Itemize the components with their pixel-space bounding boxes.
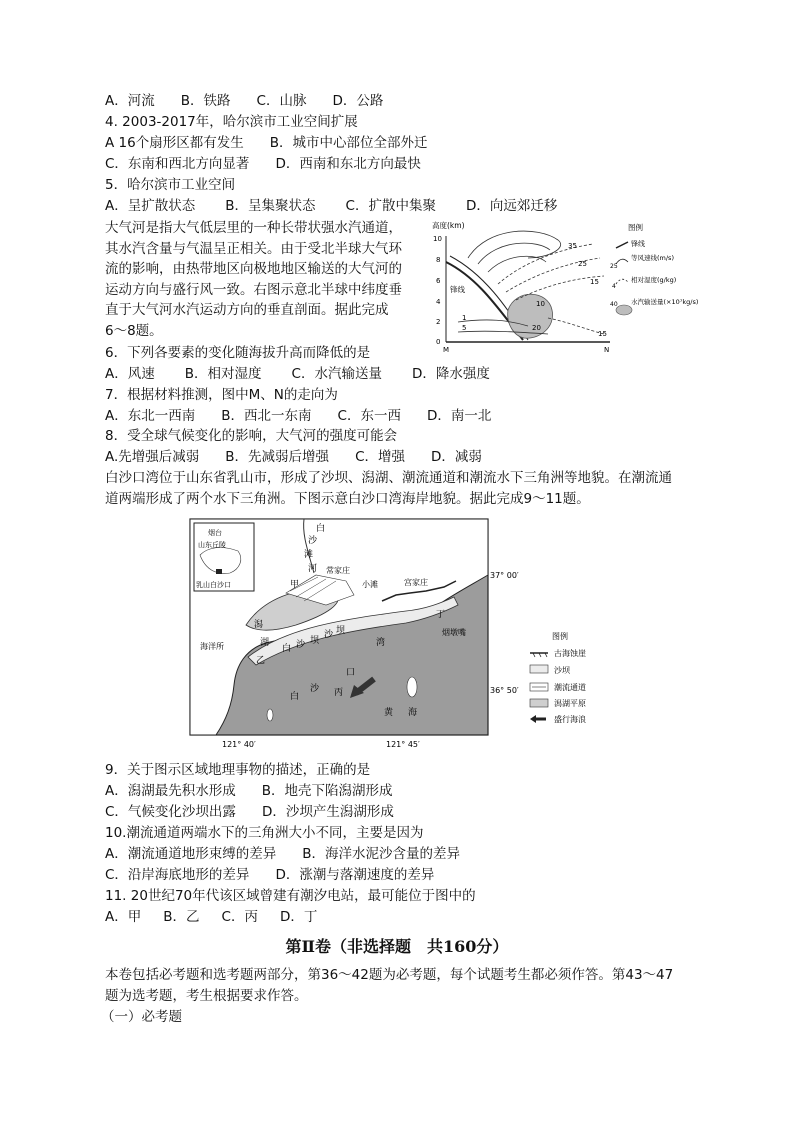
- legend-item: 相对湿度(g/kg): [631, 276, 677, 284]
- place-label: 丙: [334, 688, 344, 698]
- q9-stem: 9．关于图示区域地理事物的描述，正确的是: [105, 762, 371, 778]
- place-label: 沙: [324, 630, 334, 640]
- y-tick: 8: [436, 256, 441, 264]
- contour-label: 35: [568, 242, 577, 250]
- contour-label: 20: [532, 324, 541, 332]
- q7-stem: 7．根据材料推测，图中M、N的走向为: [105, 387, 338, 403]
- option: A．潟湖最先积水形成: [105, 783, 236, 799]
- option: D．降水强度: [411, 366, 490, 382]
- contour-label: 5: [462, 324, 467, 332]
- q5-stem: 5．哈尔滨市工业空间: [105, 177, 236, 193]
- latitude-label: 37° 00′: [490, 571, 519, 580]
- front-label: 锋线: [450, 285, 465, 294]
- q9-options-row2: [105, 803, 420, 821]
- place-label: 白: [290, 692, 300, 702]
- legend-sample: 40: [610, 301, 618, 308]
- place-label: 小滩: [362, 580, 378, 589]
- q7-options: [105, 407, 517, 425]
- place-label: 烟墩嘴: [442, 628, 466, 637]
- place-label: 白: [316, 524, 326, 534]
- q11-stem: 11. 20世纪70年代该区域曾建有潮汐电站，最可能位于图中的: [105, 888, 476, 904]
- legend-sample: 4: [612, 283, 616, 290]
- y-tick: 10: [433, 235, 442, 243]
- place-label: 海洋所: [200, 642, 224, 651]
- place-label: 滩: [304, 550, 314, 560]
- isotach: [478, 243, 550, 264]
- option: B．乙: [163, 909, 200, 925]
- inset-label: 山东丘陵: [198, 541, 226, 549]
- place-label: 口: [346, 668, 356, 678]
- option: C．丙: [221, 909, 258, 925]
- section-title: 第Ⅱ卷（非选择题 共160分）: [285, 937, 509, 956]
- contour-label: 15: [598, 330, 607, 338]
- q11-options: [105, 908, 343, 926]
- legend-item: 沙坝: [554, 666, 570, 675]
- q10-options-row2: [105, 866, 460, 884]
- option: D．向远郊迁移: [465, 198, 558, 214]
- option: C．增强: [355, 449, 405, 465]
- legend-title: 图例: [552, 632, 568, 641]
- passage-baishakou-line2: 道两端形成了两个水下三角洲。下图示意白沙口湾海岸地貌。据此完成9～11题。: [105, 491, 590, 507]
- y-tick: 4: [436, 298, 441, 306]
- option: A．甲: [105, 909, 142, 925]
- legend-item: 等风速线(m/s): [631, 254, 674, 262]
- section-intro-line1: 本卷包括必考题和选考题两部分，第36～42题为必考题，每个试题考生都必须作答。第43～47: [105, 967, 674, 983]
- option: D．公路: [332, 93, 384, 109]
- humidity-line: [548, 318, 604, 334]
- place-label: 海: [408, 708, 418, 718]
- option: A．东北一西南: [105, 408, 196, 424]
- option: C．东南和西北方向显著: [105, 156, 250, 172]
- place-label: 常家庄: [326, 566, 350, 575]
- option: B．呈集聚状态: [225, 198, 316, 214]
- section-subheading: （一）必考题: [101, 1009, 182, 1025]
- option: B．相对湿度: [184, 366, 262, 382]
- option: C．山脉: [256, 93, 307, 109]
- q6-stem: 6．下列各要素的变化随海拔升高而降低的是: [105, 345, 371, 361]
- place-label: 沙: [310, 684, 320, 694]
- legend-item: 水汽输送量(×10⁷kg/s): [631, 298, 699, 306]
- option: D．沙坝产生潟湖形成: [261, 804, 394, 820]
- passage-line: 大气河是指大气低层里的一种长带状强水汽通道，: [105, 220, 402, 236]
- option: A 16个扇形区都有发生: [105, 135, 244, 151]
- place-label: 河: [308, 564, 318, 574]
- passage-line: 其水汽含量与气温呈正相关。由于受北半球大气环: [105, 240, 402, 257]
- place-label: 丁: [436, 610, 446, 620]
- map-legend: [530, 631, 586, 724]
- place-label: 湾: [376, 638, 386, 648]
- option: D．减弱: [431, 449, 482, 465]
- place-label: 黄: [384, 708, 394, 718]
- option: B．海洋水泥沙含量的差异: [302, 846, 461, 862]
- contour-label: 10: [536, 300, 545, 308]
- option: A．潮流通道地形束缚的差异: [105, 846, 277, 862]
- option: B．西北一东南: [221, 408, 312, 424]
- place-label: 潟: [254, 620, 264, 630]
- option: D．丁: [279, 909, 318, 925]
- place-label: 坝: [336, 626, 346, 636]
- y-tick: 2: [436, 318, 441, 326]
- place-label: 甲: [290, 580, 300, 590]
- option: C．扩散中集聚: [345, 198, 436, 214]
- option: B．铁路: [180, 93, 231, 109]
- legend-title: 图例: [628, 223, 643, 232]
- option: C．气候变化沙坝出露: [105, 804, 236, 820]
- left-end-label: M: [443, 346, 450, 354]
- right-end-label: N: [604, 346, 610, 354]
- place-label: 湖: [260, 638, 270, 648]
- contour-label: 1: [462, 314, 467, 322]
- passage-line: 运动方向与盛行风一致。右图示意北半球中纬度垂: [105, 281, 402, 298]
- q10-stem: 10.潮流通道两端水下的三角洲大小不同，主要是因为: [105, 825, 424, 841]
- passage-baishakou-line1: 白沙口湾位于山东省乳山市，形成了沙坝、潟湖、潮流通道和潮流水下三角洲等地貌。在潮流通: [105, 470, 672, 486]
- place-label: 沙: [296, 640, 306, 650]
- atmospheric-river-profile-figure: [428, 218, 699, 354]
- q8-options: [105, 448, 508, 466]
- baishakou-bay-map: [186, 515, 616, 753]
- vapour-transport-area: [508, 294, 553, 338]
- y-tick: 6: [436, 277, 441, 285]
- option: A．呈扩散状态: [105, 198, 196, 214]
- passage-atmospheric-river: [105, 218, 425, 341]
- q10-options-row1: [105, 845, 486, 863]
- q5-options: [105, 197, 583, 215]
- isotach: [468, 231, 561, 258]
- q4-stem: 4. 2003-2017年，哈尔滨市工业空间扩展: [105, 114, 358, 130]
- place-label: 坝: [310, 636, 320, 646]
- place-label: 乙: [256, 656, 266, 666]
- place-label: 宫家庄: [404, 578, 428, 587]
- figure-legend: [610, 222, 698, 315]
- contour-label: 15: [590, 278, 599, 286]
- legend-sample: 25: [610, 263, 618, 270]
- q4-options-row2: [105, 155, 447, 173]
- q9-options-row1: [105, 782, 419, 800]
- isotach: [488, 256, 546, 272]
- q3-options: [105, 92, 409, 110]
- place-label: 白: [282, 644, 292, 654]
- passage-line: 直于大气河水汽运动方向的垂直剖面。据此完成: [105, 302, 389, 318]
- longitude-label: 121° 45′: [386, 740, 420, 749]
- option: B．地壳下陷潟湖形成: [261, 783, 393, 799]
- legend-item: 潟湖平原: [554, 699, 586, 708]
- contour-label: 25: [578, 260, 587, 268]
- q4-options-row1: [105, 134, 453, 152]
- option: D．涨潮与落潮速度的差异: [275, 867, 435, 883]
- option: A.先增强后减弱: [105, 449, 200, 465]
- y-axis-title: 高度(km): [432, 221, 465, 230]
- legend-item: 潮流通道: [554, 683, 586, 692]
- option: A．风速: [105, 366, 155, 382]
- option: D．南一北: [426, 408, 492, 424]
- inset-label: 烟台: [208, 529, 222, 537]
- legend-item: 盛行海浪: [554, 715, 586, 724]
- option: B．先减弱后增强: [225, 449, 330, 465]
- option: B．城市中心部位全部外迁: [269, 135, 428, 151]
- longitude-label: 121° 40′: [222, 740, 256, 749]
- q6-options: [105, 365, 516, 383]
- option: D．西南和东北方向最快: [275, 156, 421, 172]
- legend-item: 锋线: [631, 240, 645, 248]
- option: C．东一西: [337, 408, 401, 424]
- q8-stem: 8．受全球气候变化的影响，大气河的强度可能会: [105, 428, 398, 444]
- option: C．水汽输送量: [291, 366, 382, 382]
- option: C．沿岸海底地形的差异: [105, 867, 250, 883]
- passage-line: 6～8题。: [105, 322, 163, 339]
- place-label: 沙: [308, 536, 318, 546]
- legend-item: 古海蚀崖: [554, 649, 586, 658]
- section-intro-line2: 题为选考题，考生根据要求作答。: [105, 988, 308, 1004]
- latitude-label: 36° 50′: [490, 686, 519, 695]
- option: A．河流: [105, 93, 155, 109]
- inset-label: 乳山白沙口: [196, 581, 231, 589]
- y-tick: 0: [436, 338, 441, 346]
- passage-line: 流的影响，由热带地区向极地地区输送的大气河的: [105, 261, 402, 277]
